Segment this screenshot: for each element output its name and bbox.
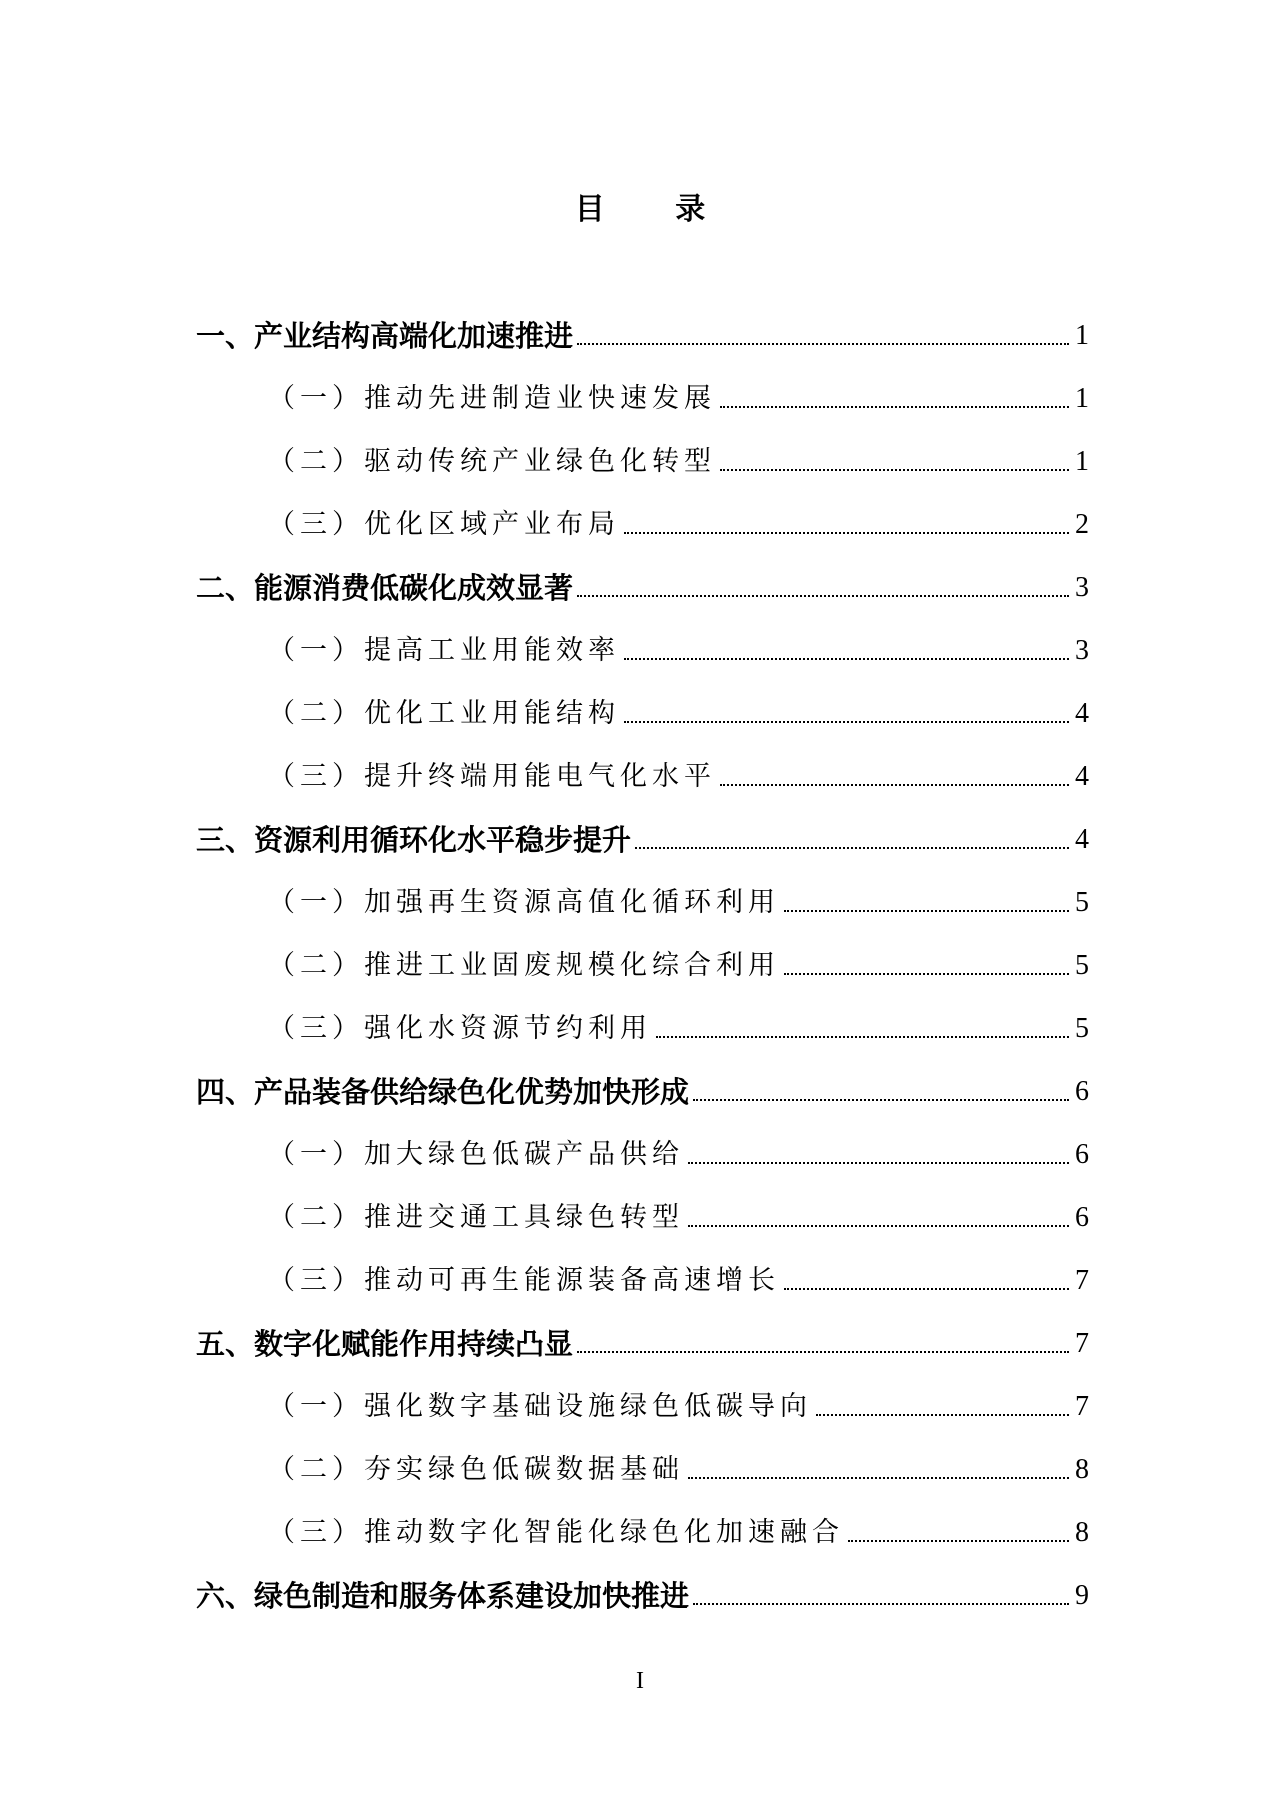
toc-entry-label: （三）推动数字化智能化绿色化加速融合 xyxy=(268,1517,844,1548)
toc-entry-label: （三）推动可再生能源装备高速增长 xyxy=(268,1265,780,1296)
toc-chapter-entry[interactable] xyxy=(196,308,1089,356)
toc-section-entry[interactable] xyxy=(268,875,1089,923)
toc-entry-page-number: 3 xyxy=(1075,635,1089,666)
toc-entry-label: （三）强化水资源节约利用 xyxy=(268,1013,652,1044)
toc-entry-label: （一）推动先进制造业快速发展 xyxy=(268,383,716,414)
toc-entry-page-number: 5 xyxy=(1075,1013,1089,1044)
toc-entry-page-number: 6 xyxy=(1075,1076,1089,1107)
dot-leader xyxy=(688,1477,1069,1479)
dot-leader xyxy=(693,1099,1069,1101)
toc-entry-label: （二）优化工业用能结构 xyxy=(268,698,620,729)
toc-entry-page-number: 9 xyxy=(1075,1580,1089,1611)
dot-leader xyxy=(848,1540,1069,1542)
toc-section-entry[interactable] xyxy=(268,623,1089,671)
toc-entry-page-number: 7 xyxy=(1075,1265,1089,1296)
toc-entry-page-number: 4 xyxy=(1075,698,1089,729)
toc-entry-label: （一）加强再生资源高值化循环利用 xyxy=(268,887,780,918)
toc-entry-label: 二、能源消费低碳化成效显著 xyxy=(196,571,574,605)
dot-leader xyxy=(577,343,1069,345)
dot-leader xyxy=(720,406,1069,408)
toc-entry-page-number: 7 xyxy=(1075,1328,1089,1359)
toc-chapter-entry[interactable] xyxy=(196,1568,1089,1616)
toc-entry-label: （二）驱动传统产业绿色化转型 xyxy=(268,446,716,477)
toc-entry-label: 三、资源利用循环化水平稳步提升 xyxy=(196,823,632,857)
toc-section-entry[interactable] xyxy=(268,686,1089,734)
toc-entry-label: （一）提高工业用能效率 xyxy=(268,635,620,666)
toc-entry-page-number: 7 xyxy=(1075,1391,1089,1422)
dot-leader xyxy=(784,973,1069,975)
toc-entry-label: （二）夯实绿色低碳数据基础 xyxy=(268,1454,684,1485)
toc-entry-page-number: 8 xyxy=(1075,1517,1089,1548)
toc-section-entry[interactable] xyxy=(268,1253,1089,1301)
dot-leader xyxy=(624,658,1069,660)
toc-entry-page-number: 3 xyxy=(1075,572,1089,603)
toc-chapter-entry[interactable] xyxy=(196,1064,1089,1112)
dot-leader xyxy=(624,532,1069,534)
toc-section-entry[interactable] xyxy=(268,1001,1089,1049)
dot-leader xyxy=(688,1225,1069,1227)
toc-entry-label: 四、产品装备供给绿色化优势加快形成 xyxy=(196,1075,690,1109)
page-title: 目 录 xyxy=(574,192,736,227)
toc-chapter-entry[interactable] xyxy=(196,1316,1089,1364)
toc-entry-label: 六、绿色制造和服务体系建设加快推进 xyxy=(196,1579,690,1613)
toc-entry-page-number: 5 xyxy=(1075,887,1089,918)
dot-leader xyxy=(720,784,1069,786)
toc-section-entry[interactable] xyxy=(268,1379,1089,1427)
toc-entry-label: （三）提升终端用能电气化水平 xyxy=(268,761,716,792)
toc-section-entry[interactable] xyxy=(268,371,1089,419)
toc-section-entry[interactable] xyxy=(268,1190,1089,1238)
toc-chapter-entry[interactable] xyxy=(196,812,1089,860)
dot-leader xyxy=(624,721,1069,723)
dot-leader xyxy=(720,469,1069,471)
dot-leader xyxy=(577,1351,1069,1353)
toc-section-entry[interactable] xyxy=(268,1127,1089,1175)
toc-entry-label: （三）优化区域产业布局 xyxy=(268,509,620,540)
dot-leader xyxy=(693,1603,1069,1605)
toc-entry-page-number: 8 xyxy=(1075,1454,1089,1485)
dot-leader xyxy=(656,1036,1069,1038)
toc-entry-page-number: 1 xyxy=(1075,383,1089,414)
toc-entry-page-number: 4 xyxy=(1075,761,1089,792)
toc-entry-label: （二）推进工业固废规模化综合利用 xyxy=(268,950,780,981)
dot-leader xyxy=(688,1162,1069,1164)
toc-entry-page-number: 5 xyxy=(1075,950,1089,981)
toc-entry-page-number: 4 xyxy=(1075,824,1089,855)
dot-leader xyxy=(784,910,1069,912)
dot-leader xyxy=(784,1288,1069,1290)
dot-leader xyxy=(577,595,1069,597)
toc-section-entry[interactable] xyxy=(268,938,1089,986)
toc-chapter-entry[interactable] xyxy=(196,560,1089,608)
toc-entry-page-number: 2 xyxy=(1075,509,1089,540)
dot-leader xyxy=(816,1414,1069,1416)
toc-entry-page-number: 6 xyxy=(1075,1202,1089,1233)
toc-section-entry[interactable] xyxy=(268,1442,1089,1490)
toc-section-entry[interactable] xyxy=(268,1505,1089,1553)
toc-section-entry[interactable] xyxy=(268,749,1089,797)
toc-entry-page-number: 6 xyxy=(1075,1139,1089,1170)
toc-entry-label: 五、数字化赋能作用持续凸显 xyxy=(196,1327,574,1361)
toc-entry-page-number: 1 xyxy=(1075,320,1089,351)
toc-entry-label: （二）推进交通工具绿色转型 xyxy=(268,1202,684,1233)
toc-section-entry[interactable] xyxy=(268,434,1089,482)
toc-entry-label: 一、产业结构高端化加速推进 xyxy=(196,319,574,353)
toc-entry-label: （一）强化数字基础设施绿色低碳导向 xyxy=(268,1391,812,1422)
toc-entry-label: （一）加大绿色低碳产品供给 xyxy=(268,1139,684,1170)
dot-leader xyxy=(635,847,1069,849)
toc-entry-page-number: 1 xyxy=(1075,446,1089,477)
footer-page-number: I xyxy=(636,1668,644,1694)
toc-section-entry[interactable] xyxy=(268,497,1089,545)
